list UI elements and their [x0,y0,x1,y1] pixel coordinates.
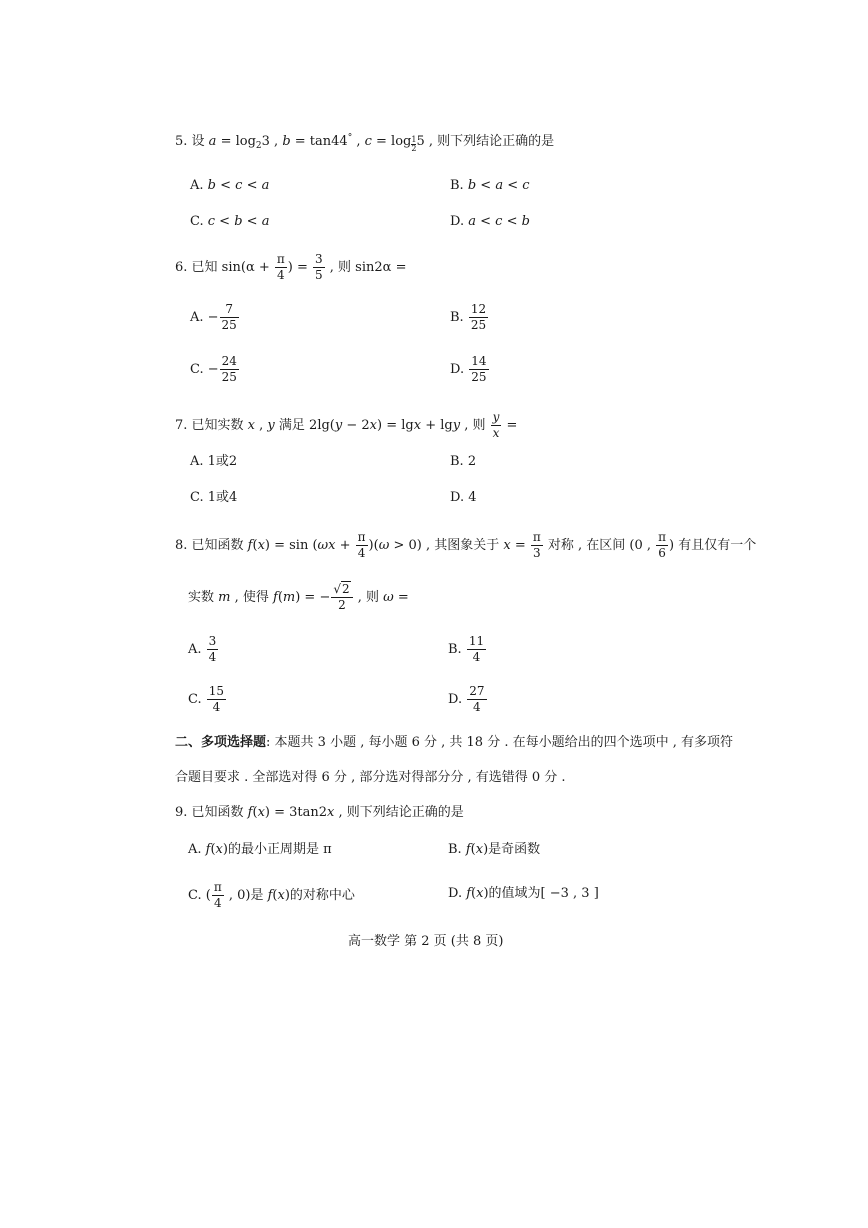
q5-text: , [352,134,365,149]
question-9-stem: 9. 已知函数 f(x) = 3tan2x , 则下列结论正确的是 [175,805,464,820]
q5-var: a [208,134,217,149]
q6-option-b: B. $\frac{12}{25}$ [450,302,487,332]
q5-log-base-fraction: $\frac{1}{2}$ [411,135,417,153]
q8-fraction: $\frac{\pi}{3}$ [532,530,541,560]
q5-option-b: B. b < a < c [450,178,530,193]
q5-var: c [364,134,372,149]
q8-fraction: $\frac{\pi}{4}$ [357,530,366,560]
q7-option-d: D. 4 [450,490,477,505]
q5-text: 5 , 则下列结论正确的是 [416,134,555,149]
q6-option-c: C. − $\frac{24}{25}$ [190,354,237,384]
section-2-header [175,733,733,753]
question-6-stem: 6. 已知 sin(α + $\frac{\pi}{4}$ ) = $\frac{3}{5}$ , 则 sin2α = [175,252,407,282]
q5-degree: ° [347,133,353,143]
q6-option-a: A. − $\frac{7}{25}$ [190,302,237,332]
q7-option-b: B. 2 [450,454,477,469]
q9-option-c: C. ( $\frac{\pi}{4}$ , 0)是 f(x)的对称中心 [188,880,355,910]
question-8-stem-line2: 实数 m , 使得 f(m) = − $\frac{√2}{2}$ , 则 ω = [188,582,409,612]
section-2-instructions: : 本题共 3 小题 , 每小题 6 分 , 共 18 分 . 在每小题给出的四个选项中 , 有多项符 [266,735,733,750]
q5-option-d: D. a < c < b [450,214,530,229]
q8-sqrt-fraction: $\frac{√2}{2}$ [331,582,352,613]
page-footer: 高一数学 第 2 页 (共 8 页) [348,934,504,949]
q7-option-c: C. 1或4 [190,490,238,505]
q5-option-c: C. c < b < a [190,214,270,229]
q6-option-d: D. $\frac{14}{25}$ [450,354,487,384]
question-8-stem-line1: 8. 已知函数 f(x) = sin (ωx + $\frac{\pi}{4}$ )(ω > 0) , 其图象关于 x = $\frac{\pi}{3}$ 对称 , 在区间 (0 , $\frac{\pi}{6}$ ) 有且仅有一个 [175,530,757,560]
q9-option-a: A. f(x)的最小正周期是 π [188,842,332,857]
q5-var: b [282,134,291,149]
q5-text: = log [371,134,412,149]
q6-fraction: $\frac{\pi}{4}$ [276,252,285,282]
q5-text: = log [216,134,256,149]
q7-option-a: A. 1或2 [190,454,238,469]
q9-option-d: D. f(x)的值域为[ −3 , 3 ] [448,886,599,901]
q8-option-c: C. $\frac{15}{4}$ [188,684,225,714]
q5-text: 3 , [261,134,283,149]
q8-option-a: A. $\frac{3}{4}$ [188,634,217,664]
q7-fraction: $\frac{y}{x}$ [492,410,500,440]
section-2-title: 二、多项选择题 [175,735,267,750]
q5-text: = tan44 [290,134,348,149]
q5-subscript: 2 [255,141,262,151]
q8-fraction: $\frac{\pi}{6}$ [658,530,667,560]
question-5-stem [175,128,554,156]
section-2-instructions-line2: 合题目要求 . 全部选对得 6 分 , 部分选对得部分分 , 有选错得 0 分 . [175,770,566,785]
q5-text: 5. 设 [175,134,209,149]
q8-option-b: B. $\frac{11}{4}$ [448,634,485,664]
q5-option-a: A. b < c < a [190,178,270,193]
q9-option-b: B. f(x)是奇函数 [448,842,541,857]
q8-option-d: D. $\frac{27}{4}$ [448,684,485,714]
question-7-stem: 7. 已知实数 x , y 满足 2lg(y − 2x) = lgx + lgy , 则 $\frac{y}{x}$ = [175,410,518,440]
q6-fraction: $\frac{3}{5}$ [315,252,323,282]
